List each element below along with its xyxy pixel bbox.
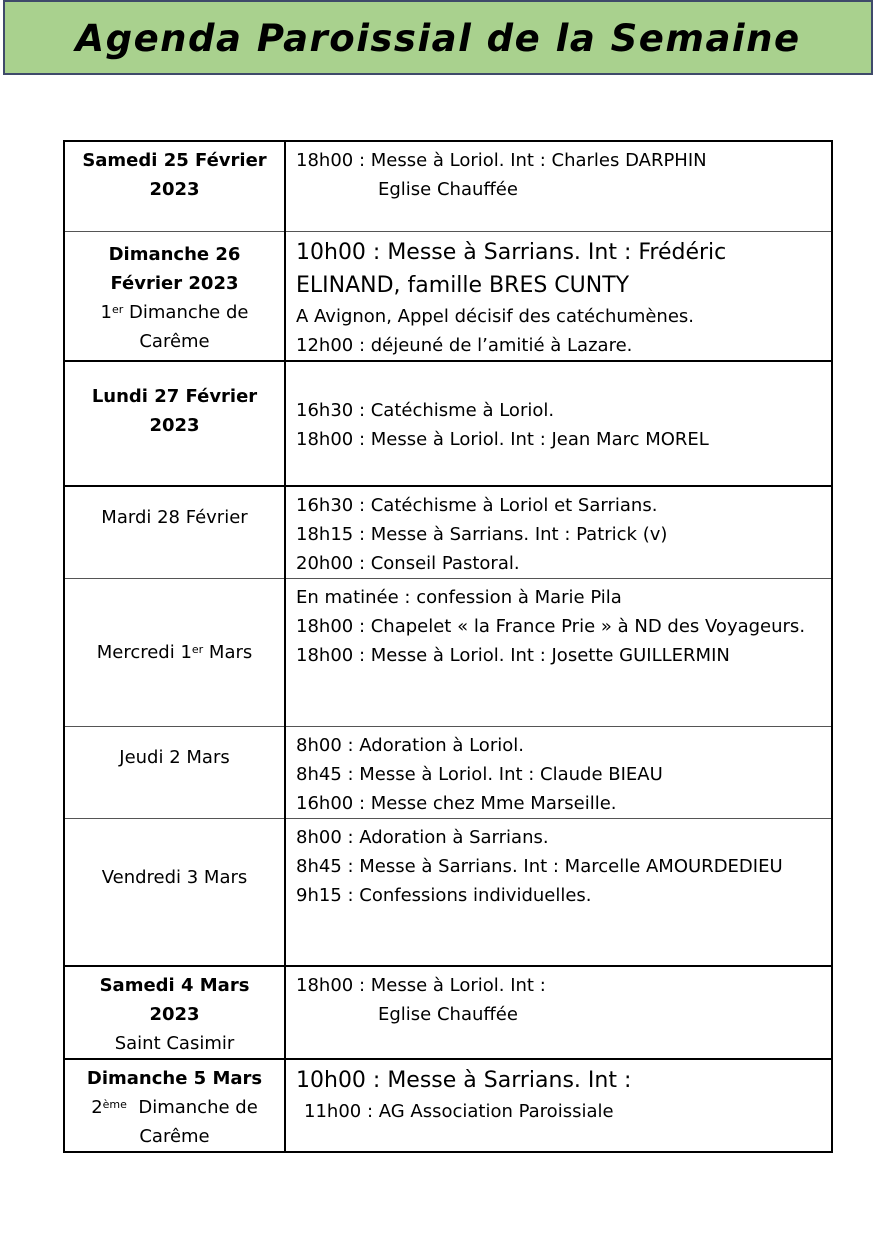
event-line: 11h00 : AG Association Paroissiale	[304, 1100, 614, 1122]
event-line: 8h00 : Adoration à Sarrians.	[296, 827, 549, 848]
day-label: Jeudi 2 Mars	[119, 747, 230, 768]
day-label	[71, 638, 278, 667]
day-label-text: Mars	[203, 642, 253, 663]
events-cell	[285, 141, 832, 231]
day-label-sup: er	[191, 643, 204, 656]
events-cell	[285, 966, 832, 1059]
day-note: Carême	[139, 1125, 210, 1147]
event-line: 10h00 : Messe à Sarrians. Int :	[296, 1067, 632, 1093]
day-cell	[64, 966, 285, 1059]
events-cell	[285, 579, 832, 727]
events-cell	[285, 819, 832, 966]
table-row	[64, 486, 832, 579]
day-note-text: 2	[91, 1096, 103, 1118]
event-line: 16h30 : Catéchisme à Loriol et Sarrians.	[296, 495, 658, 516]
day-label-text: Mercredi 1	[96, 642, 192, 663]
event-line: 18h00 : Messe à Loriol. Int :	[296, 974, 546, 996]
table-row	[64, 819, 832, 966]
day-cell	[64, 486, 285, 579]
day-label: Lundi 27 Février	[91, 386, 258, 407]
day-cell	[64, 361, 285, 486]
day-label: Samedi 25 Février	[82, 150, 267, 171]
title-banner	[3, 0, 873, 75]
table-row	[64, 727, 832, 819]
event-line: 9h15 : Confessions individuelles.	[296, 885, 592, 906]
day-cell	[64, 819, 285, 966]
event-line: 8h45 : Messe à Sarrians. Int : Marcelle AMOURDEDIEU	[296, 856, 783, 877]
event-line: Eglise Chauffée	[378, 179, 518, 200]
event-line: 8h00 : Adoration à Loriol.	[296, 735, 524, 756]
day-note: Saint Casimir	[114, 1032, 235, 1054]
day-label: Février 2023	[110, 272, 239, 294]
day-cell	[64, 231, 285, 361]
day-note	[71, 1093, 278, 1122]
event-line: 18h00 : Messe à Loriol. Int : Charles DARPHIN	[296, 150, 707, 171]
day-label: Vendredi 3 Mars	[101, 867, 248, 888]
event-line: 18h15 : Messe à Sarrians. Int : Patrick (v)	[296, 524, 668, 545]
day-label: 2023	[149, 1003, 200, 1025]
table-row	[64, 1059, 832, 1152]
day-cell	[64, 727, 285, 819]
event-line: A Avignon, Appel décisif des catéchumènes.	[296, 305, 695, 327]
agenda-table	[63, 140, 833, 1153]
day-label: Dimanche 5 Mars	[86, 1067, 263, 1089]
day-label: Dimanche 26	[108, 243, 241, 265]
day-cell	[64, 141, 285, 231]
day-label: Samedi 4 Mars	[99, 974, 250, 996]
day-note: Carême	[139, 330, 210, 352]
event-line: En matinée : confession à Marie Pila	[296, 587, 622, 608]
table-row	[64, 141, 832, 231]
table-row	[64, 231, 832, 361]
event-line: 18h00 : Messe à Loriol. Int : Josette GUILLERMIN	[296, 645, 730, 666]
day-note-sup: er	[112, 302, 124, 316]
event-line: 12h00 : déjeuné de l’amitié à Lazare.	[296, 334, 633, 356]
event-line: 16h30 : Catéchisme à Loriol.	[296, 400, 555, 421]
table-row	[64, 361, 832, 486]
day-note-text: 1	[100, 301, 112, 323]
events-cell	[285, 1059, 832, 1152]
events-cell	[285, 727, 832, 819]
day-note-text: Dimanche de	[126, 1096, 258, 1118]
day-note-text: Dimanche de	[123, 301, 249, 323]
table-row	[64, 579, 832, 727]
event-line: 20h00 : Conseil Pastoral.	[296, 553, 520, 574]
event-line: 16h00 : Messe chez Mme Marseille.	[296, 793, 617, 814]
event-line: 8h45 : Messe à Loriol. Int : Claude BIEAU	[296, 764, 663, 785]
event-line: Eglise Chauffée	[378, 1003, 518, 1025]
events-cell	[285, 361, 832, 486]
table-row	[64, 966, 832, 1059]
event-line: 18h00 : Messe à Loriol. Int : Jean Marc MOREL	[296, 429, 709, 450]
day-cell	[64, 579, 285, 727]
day-note-sup: ème	[102, 1097, 127, 1111]
day-label: 2023	[149, 179, 200, 200]
day-cell	[64, 1059, 285, 1152]
day-label: 2023	[149, 415, 200, 436]
event-line: 18h00 : Chapelet « la France Prie » à ND des Voyageurs.	[296, 616, 806, 637]
events-cell	[285, 231, 832, 361]
page-title: Agenda Paroissial de la Semaine	[75, 17, 801, 60]
day-label: Mardi 28 Février	[101, 507, 248, 528]
day-note	[71, 298, 278, 327]
events-cell	[285, 486, 832, 579]
event-line: 10h00 : Messe à Sarrians. Int : Frédéric ELINAND, famille BRES CUNTY	[296, 239, 727, 298]
